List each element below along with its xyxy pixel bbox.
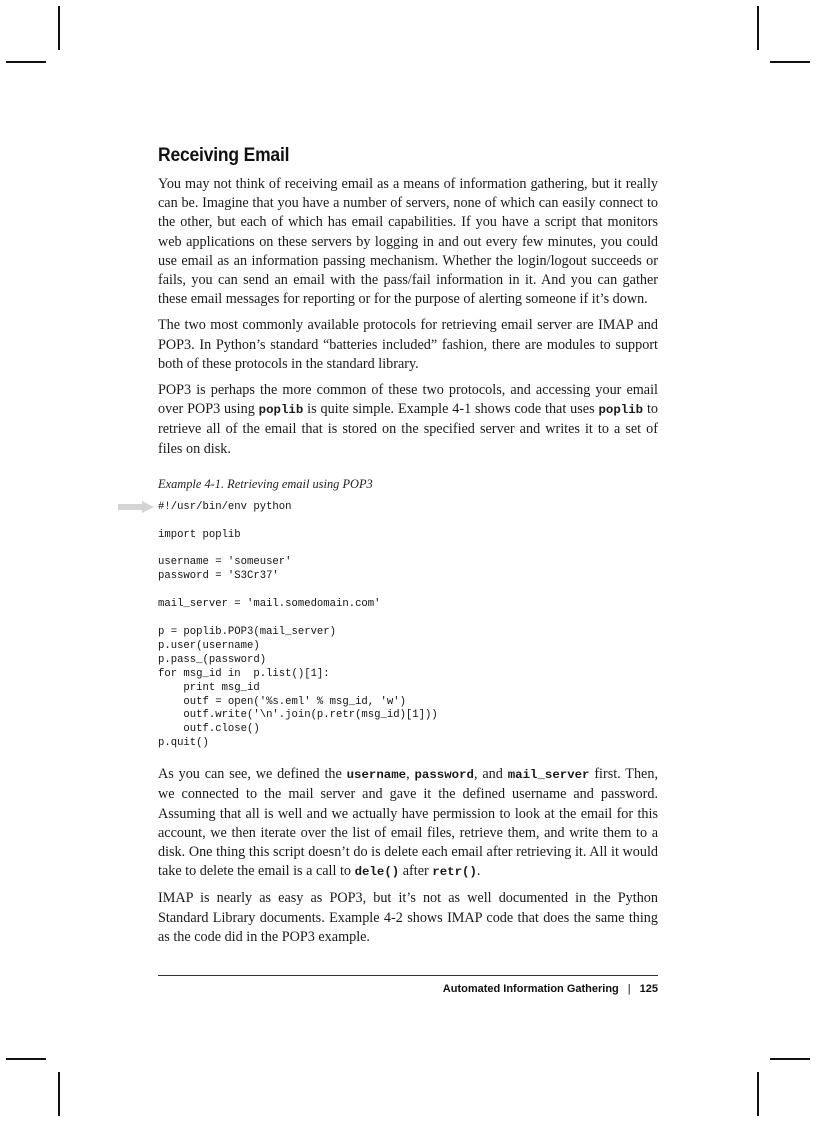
paragraph-4-text: As you can see, we defined the [158, 766, 347, 783]
code-block [158, 501, 658, 751]
code-download-arrow-icon [118, 501, 154, 513]
inline-code-poplib: poplib [258, 403, 304, 418]
inline-code-mail-server: mail_server [507, 768, 590, 783]
paragraph-4-text: , and [474, 766, 508, 783]
inline-code-poplib: poplib [598, 403, 644, 418]
paragraph-4-text: , [406, 766, 415, 783]
paragraph-2: The two most commonly available protocols for retrieving email server are IMAP and POP3. In Python’s standard “batteries included” fashion, there are modules to support both of these protocols in the standard library. [158, 317, 658, 372]
crop-mark-top-left-horizontal [6, 61, 46, 63]
crop-mark-top-right-vertical [757, 6, 759, 50]
inline-code-username: username [346, 768, 407, 783]
paragraph-3 [158, 381, 658, 459]
section-heading: Receiving Email [158, 145, 290, 166]
main-content [158, 145, 658, 954]
paragraph-3-text: is quite simple. Example 4-1 shows code that uses [303, 401, 599, 418]
crop-mark-bottom-left-horizontal [6, 1058, 46, 1060]
crop-mark-bottom-left-vertical [58, 1072, 60, 1116]
footer-rule [158, 975, 658, 976]
paragraph-4-text: first. Then, we connected to the mail server and gave it the defined username and password. Assuming that all is well and we actually have permission to look at the email for this account, we then iterate over the list of email files, retrieve them, and write them to a disk. One thing this script doesn’t do is delete each email after retrieving it. All it would take to delete the email is a call to [158, 766, 658, 880]
paragraph-4-text: after [399, 863, 433, 880]
inline-code-password: password [414, 768, 474, 783]
crop-mark-top-right-horizontal [770, 61, 810, 63]
paragraph-3-text: POP3 is perhaps the more common of these two protocols, and accessing your email over POP3 using [158, 382, 658, 418]
footer-chapter-title: Automated Information Gathering [442, 983, 619, 995]
paragraph-1: You may not think of receiving email as a means of information gathering, but it really can be. Imagine that you have a number of servers, none of which can easily connect to the other, but each of which has email capabilities. If you have a script that monitors web applications on these servers by logging in and out every few minutes, you could use email as an information passing mechanism. Whether the login/logout succeeds or fails, you can send an email with the pass/fail information in it. And you can gather these email messages for reporting or for the purpose of alerting someone if it’s down. [158, 176, 658, 308]
paragraph-4 [158, 765, 658, 882]
example-caption: Example 4-1. Retrieving email using POP3 [158, 476, 373, 491]
page-footer [443, 983, 658, 995]
footer-separator: | [627, 983, 631, 995]
paragraph-3-text: to retrieve all of the email that is stored on the specified server and writes it to a set of files on disk. [158, 401, 658, 457]
inline-code-dele: dele() [354, 865, 400, 880]
crop-mark-top-left-vertical [58, 6, 60, 50]
crop-mark-bottom-right-horizontal [770, 1058, 810, 1060]
inline-code-retr: retr() [432, 865, 477, 880]
page-number: 125 [639, 983, 658, 995]
crop-mark-bottom-right-vertical [757, 1072, 759, 1116]
paragraph-4-text: . [476, 863, 481, 880]
paragraph-5: IMAP is nearly as easy as POP3, but it’s not as well documented in the Python Standard Library documents. Example 4-2 shows IMAP code that does the same thing as the code did in the POP3 example. [158, 890, 658, 945]
code-listing: #!/usr/bin/env python import poplib username = 'someuser' password = 'S3Cr37' mail_server = 'mail.somedomain.com' p = poplib.POP3(mail_server) p.user(username) p.pass_(password) for msg_id in p.list()[1]: print msg_id outf = open('%s.eml' % msg_id, 'w') outf.write('\n'.join(p.retr(msg_id)[1])) outf.close() p.quit() [158, 500, 438, 750]
